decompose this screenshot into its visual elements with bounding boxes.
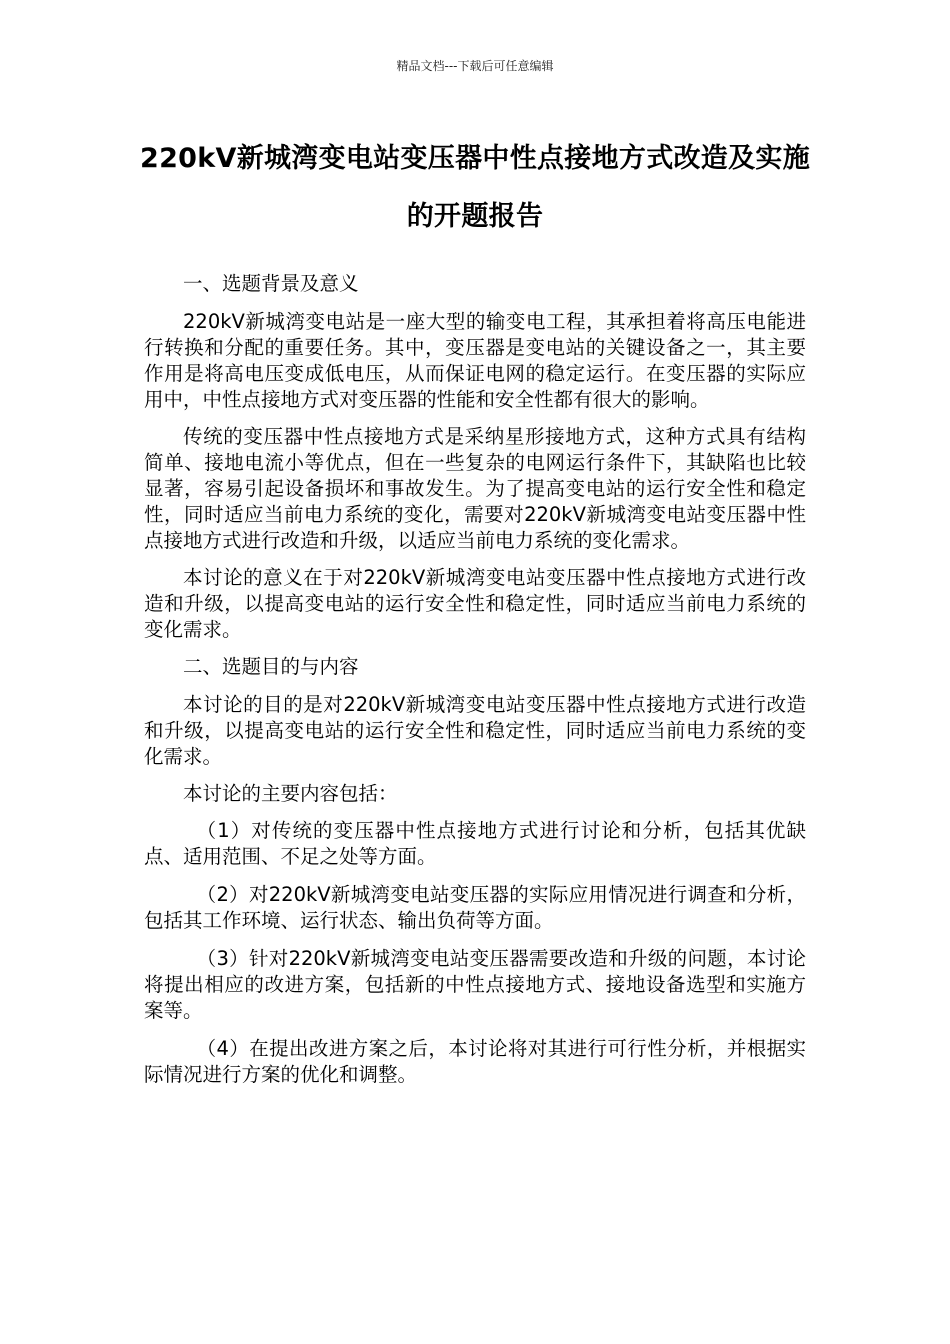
paragraph: 本讨论的主要内容包括： <box>183 782 398 805</box>
section-heading-background: 一、选题背景及意义 <box>183 272 359 295</box>
paragraph: 本讨论的意义在于对220kV新城湾变电站变压器中性点接地方式进行改造和升级，以提高变电站的运行安全性和稳定性，同时适应当前电力系统的变化需求。 <box>144 566 806 641</box>
paragraph: 本讨论的目的是对220kV新城湾变电站变压器中性点接地方式进行改造和升级，以提高变电站的运行安全性和稳定性，同时适应当前电力系统的变化需求。 <box>144 693 806 768</box>
document-body <box>144 271 806 1088</box>
page-header-note: 精品文档---下载后可任意编辑 <box>396 59 554 73</box>
section-heading-purpose: 二、选题目的与内容 <box>183 655 359 678</box>
paragraph: 220kV新城湾变电站是一座大型的输变电工程，其承担着将高压电能进行转换和分配的重要任务。其中，变压器是变电站的关键设备之一，其主要作用是将高电压变成低电压，从而保证电网的稳定运行。在变压器的实际应用中，中性点接地方式对变压器的性能和安全性都有很大的影响。 <box>144 310 806 411</box>
list-item: （3）针对220kV新城湾变电站变压器需要改造和升级的问题，本讨论将提出相应的改进方案，包括新的中性点接地方式、接地设备选型和实施方案等。 <box>144 947 806 1022</box>
list-item: （4）在提出改进方案之后，本讨论将对其进行可行性分析，并根据实际情况进行方案的优化和调整。 <box>144 1037 806 1086</box>
paragraph: 传统的变压器中性点接地方式是采纳星形接地方式，这种方式具有结构简单、接地电流小等优点，但在一些复杂的电网运行条件下，其缺陷也比较显著，容易引起设备损坏和事故发生。为了提高变电站的运行安全性和稳定性，同时适应当前电力系统的变化，需要对220kV新城湾变电站变压器中性点接地方式进行改造和升级，以适应当前电力系统的变化需求。 <box>144 425 806 552</box>
list-item: （1）对传统的变压器中性点接地方式进行讨论和分析，包括其优缺点、适用范围、不足之处等方面。 <box>144 819 806 868</box>
document-title: 220kV新城湾变电站变压器中性点接地方式改造及实施的开题报告 <box>140 143 811 232</box>
list-item: （2）对220kV新城湾变电站变压器的实际应用情况进行调查和分析，包括其工作环境、运行状态、输出负荷等方面。 <box>144 883 806 932</box>
